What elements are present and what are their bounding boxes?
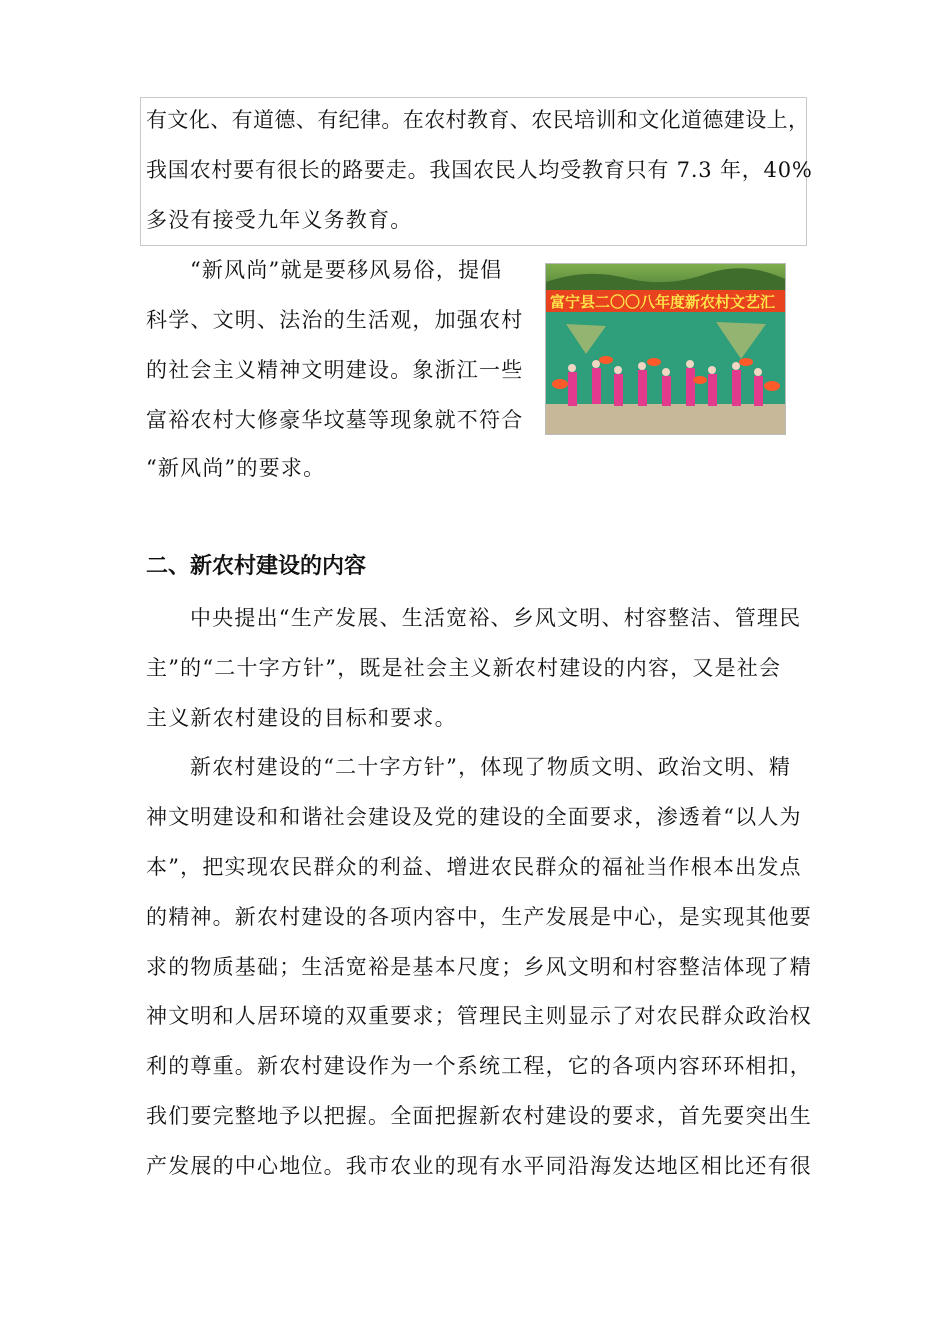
paragraph-2-line: 我们要完整地予以把握。全面把握新农村建设的要求，首先要突出生 [146,1104,812,1128]
boxed-paragraph-line: 多没有接受九年义务教育。 [146,208,413,232]
paragraph-1-line: 中央提出“生产发展、生活宽裕、乡风文明、村容整洁、管理民 [190,606,802,630]
paragraph-2-line: 神文明建设和和谐社会建设及党的建设的全面要求，渗透着“以人为 [146,805,802,829]
paragraph-1-line: 主”的“二十字方针”，既是社会主义新农村建设的内容，又是社会 [146,656,782,680]
paragraph-1-line: 主义新农村建设的目标和要求。 [146,706,457,730]
paragraph-2-line: 求的物质基础；生活宽裕是基本尺度；乡风文明和村容整洁体现了精 [146,955,812,979]
banner-text: 富宁县二〇〇八年度新农村文艺汇 [550,293,776,311]
folk-performance-photo [545,263,786,435]
paragraph-2-line: 利的尊重。新农村建设作为一个系统工程，它的各项内容环环相扣， [146,1054,812,1078]
section-heading: 二、新农村建设的内容 [146,554,367,579]
paragraph-2-line: 神文明和人居环境的双重要求；管理民主则显示了对农民群众政治权 [146,1004,812,1028]
paragraph-2-line: 本”，把实现农民群众的利益、增进农民群众的福祉当作根本出发点 [146,855,802,879]
fengshang-paragraph-line: 富裕农村大修豪华坟墓等现象就不符合 [146,408,524,432]
fengshang-paragraph-line: “新风尚”就是要移风易俗，提倡 [190,258,503,282]
boxed-paragraph-line: 有文化、有道德、有纪律。在农村教育、农民培训和文化道德建设上， [146,108,810,132]
paragraph-2-line: 产发展的中心地位。我市农业的现有水平同沿海发达地区相比还有很 [146,1154,812,1178]
fengshang-paragraph-line: “新风尚”的要求。 [146,456,326,480]
fengshang-paragraph-line: 的社会主义精神文明建设。象浙江一些 [146,358,524,382]
boxed-paragraph-line: 我国农村要有很长的路要走。我国农民人均受教育只有 7.3 年，40% [146,158,813,182]
fengshang-paragraph-line: 科学、文明、法治的生活观，加强农村 [146,308,524,332]
paragraph-2-line: 新农村建设的“二十字方针”，体现了物质文明、政治文明、精 [190,755,792,779]
paragraph-2-line: 的精神。新农村建设的各项内容中，生产发展是中心，是实现其他要 [146,905,812,929]
